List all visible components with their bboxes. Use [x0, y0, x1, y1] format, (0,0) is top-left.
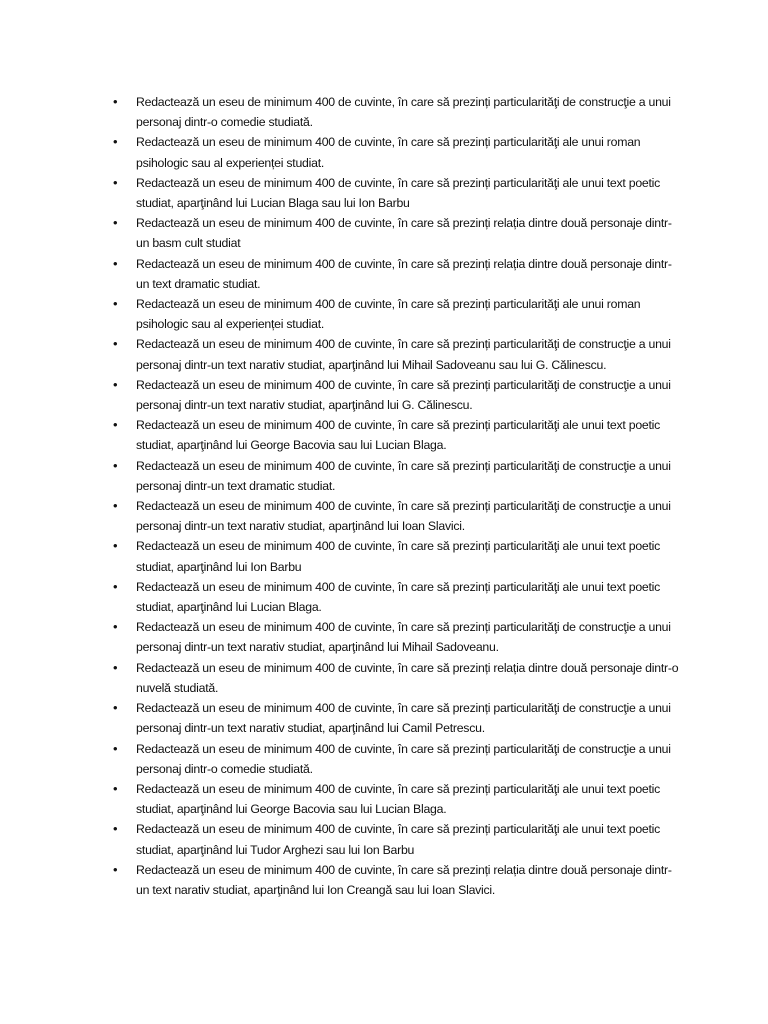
- list-item: [110, 496, 680, 536]
- list-item-text: Redactează un eseu de minimum 400 de cuvinte, în care să prezinți particularităţi de construcţie a unui personaj dintr-un text narativ studiat, aparţinând lui G. Călinescu.: [136, 377, 671, 413]
- list-item-text: Redactează un eseu de minimum 400 de cuvinte, în care să prezinți particularităţi ale unui text poetic studiat, aparţinând lui Tudor Arghezi sau lui Ion Barbu: [136, 822, 661, 857]
- bullet-icon: •: [113, 821, 118, 837]
- bullet-icon: •: [113, 498, 118, 514]
- list-item-text: Redactează un eseu de minimum 400 de cuvinte, în care să prezinți particularităţi de construcţie a unui personaj dintr-un text narativ studiat, aparţinând lui Mihail Sadoveanu.: [136, 620, 671, 655]
- list-item-text: Redactează un eseu de minimum 400 de cuvinte, în care să prezinți particularităţi ale unui text poetic studiat, aparţinând lui George Bacovia sau lui Lucian Blaga.: [136, 418, 661, 453]
- list-item: [110, 819, 680, 859]
- list-item: [110, 739, 680, 779]
- list-item: [110, 779, 680, 819]
- essay-topic-list: [110, 92, 680, 900]
- list-item: [110, 294, 680, 334]
- list-item: [110, 334, 680, 374]
- list-item-text: Redactează un eseu de minimum 400 de cuvinte, în care să prezinți particularităţi de construcţie a unui personaj dintr-un text dramatic studiat.: [136, 458, 671, 493]
- list-item: [110, 92, 680, 132]
- list-item-text: Redactează un eseu de minimum 400 de cuvinte, în care să prezinți particularităţi de construcţie a unui personaj dintr-un text narativ studiat, aparţinând lui Mihail Sadoveanu sau lui G. Călinescu.: [136, 337, 671, 372]
- list-item: [110, 860, 680, 900]
- list-item-text: Redactează un eseu de minimum 400 de cuvinte, în care să prezinți particularităţi ale unui text poetic studiat, aparţinând lui Ion Barbu: [136, 539, 661, 574]
- list-item: [110, 536, 680, 576]
- list-item: [110, 456, 680, 496]
- bullet-icon: •: [113, 578, 118, 594]
- bullet-icon: •: [113, 134, 118, 150]
- list-item-text: Redactează un eseu de minimum 400 de cuvinte, în care să prezinți relația dintre două personaje dintr-o nuvelă studiată.: [136, 660, 679, 695]
- list-item-text: Redactează un eseu de minimum 400 de cuvinte, în care să prezinți particularităţi de construcţie a unui personaj dintr-un text narativ studiat, aparţinând lui Camil Petrescu.: [136, 701, 671, 736]
- bullet-icon: •: [113, 457, 118, 473]
- bullet-icon: •: [113, 376, 118, 392]
- list-item: [110, 577, 680, 617]
- bullet-icon: •: [113, 94, 118, 109]
- list-item: [110, 173, 680, 213]
- list-item-text: Redactează un eseu de minimum 400 de cuvinte, în care să prezinți relația dintre două personaje dintr-un basm cult studiat: [136, 216, 672, 251]
- bullet-icon: •: [113, 659, 118, 675]
- list-item: [110, 698, 680, 738]
- list-item: [110, 375, 680, 415]
- bullet-icon: •: [113, 215, 118, 231]
- list-item-text: Redactează un eseu de minimum 400 de cuvinte, în care să prezinți relația dintre două personaje dintr-un text narativ studiat, aparţinând lui Ion Creangă sau lui Ioan Slavici.: [136, 862, 672, 897]
- list-item-text: Redactează un eseu de minimum 400 de cuvinte, în care să prezinți relația dintre două personaje dintr-un text dramatic studiat.: [136, 256, 672, 291]
- list-item: [110, 658, 680, 698]
- bullet-icon: •: [113, 255, 118, 271]
- list-item-text: Redactează un eseu de minimum 400 de cuvinte, în care să prezinți particularităţi ale unui text poetic studiat, aparţinând lui Lucian Blaga sau lui Ion Barbu: [136, 175, 661, 211]
- list-item-text: Redactează un eseu de minimum 400 de cuvinte, în care să prezinți particularităţi ale unui roman psihologic sau al experienței studiat.: [136, 135, 641, 170]
- list-item-text: Redactează un eseu de minimum 400 de cuvinte, în care să prezinți particularităţi ale unui text poetic studiat, aparţinând lui Lucian Blaga.: [136, 579, 661, 615]
- list-item: [110, 132, 680, 172]
- list-item-text: Redactează un eseu de minimum 400 de cuvinte, în care să prezinți particularităţi ale unui text poetic studiat, aparţinând lui George Bacovia sau lui Lucian Blaga.: [136, 781, 661, 817]
- bullet-icon: •: [113, 861, 118, 877]
- list-item: [110, 213, 680, 253]
- list-item-text: Redactează un eseu de minimum 400 de cuvinte, în care să prezinți particularităţi de construcţie a unui personaj dintr-o comedie studiată.: [136, 741, 671, 776]
- bullet-icon: •: [113, 174, 118, 190]
- list-item-text: Redactează un eseu de minimum 400 de cuvinte, în care să prezinți particularităţi ale unui roman psihologic sau al experienței studiat.: [136, 297, 641, 332]
- list-item: [110, 617, 680, 657]
- list-item-text: Redactează un eseu de minimum 400 de cuvinte, în care să prezinți particularităţi de construcţie a unui personaj dintr-o comedie studiată.: [136, 95, 671, 130]
- bullet-icon: •: [113, 780, 118, 796]
- bullet-icon: •: [113, 296, 118, 312]
- bullet-icon: •: [113, 417, 118, 433]
- bullet-icon: •: [113, 619, 118, 635]
- bullet-icon: •: [113, 700, 118, 716]
- bullet-icon: •: [113, 538, 118, 554]
- bullet-icon: •: [113, 336, 118, 352]
- list-item: [110, 254, 680, 294]
- list-item-text: Redactează un eseu de minimum 400 de cuvinte, în care să prezinți particularităţi de construcţie a unui personaj dintr-un text narativ studiat, aparţinând lui Ioan Slavici.: [136, 499, 671, 534]
- bullet-icon: •: [113, 740, 118, 756]
- list-item: [110, 415, 680, 455]
